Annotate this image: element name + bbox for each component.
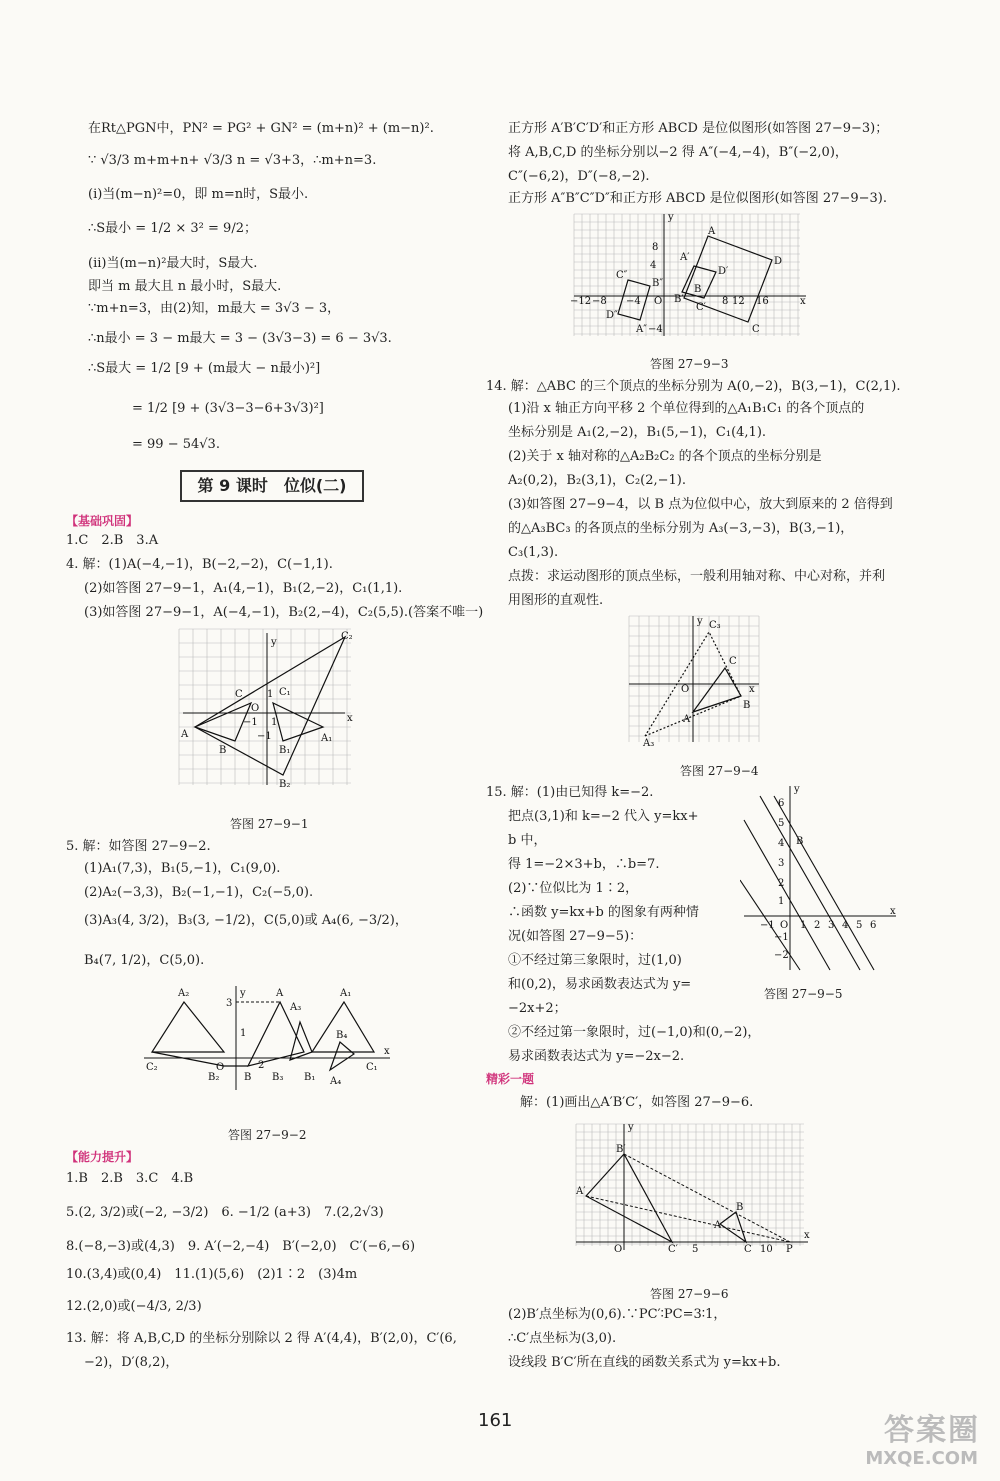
svg-text:B₃: B₃: [272, 1072, 284, 1083]
text-line: 用图形的直观性.: [508, 593, 604, 608]
text-line: 易求函数表达式为 y=−2x−2.: [508, 1049, 685, 1064]
svg-text:D′: D′: [718, 266, 729, 277]
text-line: 8.(−8,−3)或(4,3) 9. A′(−2,−4) B′(−2,0) C′(−6,−6): [66, 1239, 416, 1254]
text-line: (2)B′点坐标为(0,6).∵PC′∶PC=3∶1，: [508, 1307, 727, 1322]
text-line: (3)A₃(4, 3/2)，B₃(3, −1/2)，C(5,0)或 A₄(6, −3/2)，: [84, 913, 408, 928]
svg-text:C: C: [235, 689, 243, 700]
text-line: 5.(2, 3/2)或(−2, −3/2) 6. −1/2 (a+3) 7.(2,2√3): [66, 1205, 384, 1220]
svg-text:−1: −1: [257, 731, 272, 742]
section-label-advanced: 【能力提升】: [66, 1150, 139, 1164]
text-line: ②不经过第一象限时，过(−1,0)和(0,−2)，: [508, 1025, 761, 1040]
text-line: = 1/2 [9 + (3√3−3−6+3√3)²]: [132, 401, 324, 416]
svg-text:C: C: [729, 656, 737, 667]
text-line: 得 1=−2×3+b，∴b=7.: [508, 857, 660, 872]
svg-text:x: x: [890, 906, 896, 917]
svg-text:O: O: [681, 684, 690, 695]
svg-text:−4: −4: [648, 324, 663, 335]
figure-caption: 答图 27−9−6: [650, 1287, 729, 1301]
figure-27-9-3: [570, 210, 810, 340]
svg-text:C₂: C₂: [146, 1062, 158, 1073]
figure-caption: 答图 27−9−1: [230, 817, 309, 831]
svg-text:−2: −2: [774, 950, 789, 961]
text-line: (3)如答图 27−9−1，A(−4,−1)，B₂(2,−4)，C₂(5,5).(答案不唯一): [84, 605, 484, 620]
svg-text:y: y: [240, 988, 246, 999]
text-line: ∴n最小 = 3 − m最大 = 3 − (3√3−3) = 6 − 3√3.: [88, 331, 392, 346]
text-line: 1.B 2.B 3.C 4.B: [66, 1171, 194, 1186]
svg-text:C: C: [744, 1244, 752, 1255]
svg-text:B′: B′: [616, 1144, 626, 1155]
watermark-url: MXQE.COM: [865, 1448, 978, 1469]
svg-text:1: 1: [240, 1028, 247, 1039]
figure-caption: 答图 27−9−5: [764, 987, 843, 1001]
svg-text:A₃: A₃: [643, 738, 655, 747]
text-line: 将 A,B,C,D 的坐标分别以−2 得 A″(−4,−4)，B″(−2,0)，: [508, 145, 848, 160]
svg-text:8: 8: [722, 296, 729, 307]
svg-text:B: B: [219, 745, 227, 756]
figure-27-9-1: [175, 625, 365, 795]
text-line: 即当 m 最大且 n 最小时，S最大.: [88, 279, 282, 294]
text-line: 和(0,2)，易求函数表达式为 y=: [508, 977, 692, 992]
svg-text:A₄: A₄: [330, 1076, 342, 1087]
text-line: 10.(3,4)或(0,4) 11.(1)(5,6) (2)1∶2 (3)4m: [66, 1267, 358, 1282]
text-line: −2)，D′(8,2)，: [84, 1355, 179, 1370]
svg-text:8: 8: [652, 242, 659, 253]
svg-text:5: 5: [856, 920, 863, 931]
svg-text:6: 6: [870, 920, 877, 931]
svg-text:−12: −12: [570, 296, 592, 307]
svg-text:−4: −4: [626, 296, 641, 307]
svg-text:D: D: [774, 256, 783, 267]
svg-text:6: 6: [778, 798, 785, 809]
text-line: (1)A₁(7,3)，B₁(5,−1)，C₁(9,0).: [84, 861, 281, 876]
svg-text:1: 1: [271, 717, 278, 728]
text-line: ∴S最大 = 1/2 [9 + (m最大 − n最小)²]: [88, 361, 321, 376]
svg-text:3: 3: [778, 858, 785, 869]
text-line: 4. 解：(1)A(−4,−1)，B(−2,−2)，C(−1,1).: [66, 557, 333, 572]
svg-text:y: y: [271, 637, 277, 648]
text-line: (2)关于 x 轴对称的△A₂B₂C₂ 的各个顶点的坐标分别是: [508, 449, 822, 464]
svg-text:O: O: [251, 703, 260, 714]
svg-text:B″: B″: [652, 278, 664, 289]
figure-caption: 答图 27−9−4: [680, 764, 759, 778]
svg-text:A₁: A₁: [321, 733, 333, 744]
svg-text:−8: −8: [592, 296, 607, 307]
svg-text:4: 4: [778, 838, 785, 849]
svg-text:A″: A″: [636, 324, 647, 335]
text-line: 的△A₃BC₃ 的各顶点的坐标分别为 A₃(−3,−3)，B(3,−1)，: [508, 521, 854, 536]
svg-text:B₁: B₁: [279, 745, 291, 756]
svg-text:A′: A′: [680, 252, 690, 263]
text-line: b 中，: [508, 833, 547, 848]
svg-text:A₃: A₃: [290, 1002, 302, 1013]
text-line: ∴C′点坐标为(3,0).: [508, 1331, 617, 1346]
svg-text:B: B: [736, 1202, 744, 1213]
figure-caption: 答图 27−9−3: [650, 357, 729, 371]
text-line: (ⅱ)当(m−n)²最大时，S最大.: [88, 256, 258, 271]
svg-text:y: y: [668, 212, 674, 223]
text-line: C″(−6,2)，D″(−8,−2).: [508, 169, 650, 184]
text-line: ∴函数 y=kx+b 的图象有两种情: [508, 905, 699, 920]
text-line: (1)沿 x 轴正方向平移 2 个单位得到的△A₁B₁C₁ 的各个顶点的: [508, 401, 865, 416]
text-line: 1.C 2.B 3.A: [66, 533, 159, 548]
svg-text:A: A: [181, 729, 189, 740]
svg-text:A: A: [714, 1220, 722, 1231]
text-line: (2)A₂(−3,3)，B₂(−1,−1)，C₂(−5,0).: [84, 885, 314, 900]
text-line: (2)∵位似比为 1∶2，: [508, 881, 639, 896]
figure-27-9-4: [625, 612, 765, 747]
text-line: 14. 解：△ABC 的三个顶点的坐标分别为 A(0,−2)，B(3,−1)，C(2,1).: [486, 379, 901, 394]
text-line: 12.(2,0)或(−4/3, 2/3): [66, 1299, 202, 1314]
svg-text:B₂: B₂: [279, 779, 291, 790]
text-line: 况(如答图 27−9−5)：: [508, 929, 643, 944]
svg-text:−1: −1: [774, 932, 789, 943]
svg-text:y: y: [794, 784, 800, 795]
text-line: ①不经过第三象限时，过(1,0): [508, 953, 682, 968]
svg-text:1: 1: [267, 689, 274, 700]
watermark-logo: 答案圈: [884, 1413, 980, 1448]
text-line: 15. 解：(1)由已知得 k=−2.: [486, 785, 654, 800]
text-line: A₂(0,2)，B₂(3,1)，C₂(2,−1).: [508, 473, 687, 488]
svg-text:B′: B′: [674, 294, 684, 305]
text-line: 在Rt△PGN中，PN² = PG² + GN² = (m+n)² + (m−n)².: [88, 121, 434, 136]
svg-text:1: 1: [800, 920, 807, 931]
svg-text:5: 5: [778, 818, 785, 829]
svg-text:10: 10: [760, 1244, 773, 1255]
svg-text:O: O: [654, 296, 663, 307]
svg-text:C₁: C₁: [279, 687, 291, 698]
svg-text:O: O: [216, 1062, 225, 1073]
page-number: 161: [478, 1410, 513, 1431]
text-line: 设线段 B′C′所在直线的函数关系式为 y=kx+b.: [508, 1355, 781, 1370]
svg-text:B₁: B₁: [304, 1072, 316, 1083]
text-line: (3)如答图 27−9−4，以 B 点为位似中心，放大到原来的 2 倍得到: [508, 497, 893, 512]
svg-text:O: O: [780, 920, 789, 931]
svg-text:C: C: [752, 324, 760, 335]
svg-text:B: B: [244, 1072, 252, 1083]
svg-text:C₂: C₂: [341, 631, 353, 642]
svg-text:B₄: B₄: [336, 1030, 348, 1041]
text-line: 13. 解：将 A,B,C,D 的坐标分别除以 2 得 A′(4,4)，B′(2,0)，C′(6,: [66, 1331, 457, 1346]
text-line: 正方形 A′B′C′D′和正方形 ABCD 是位似图形(如答图 27−9−3)；: [508, 121, 889, 136]
text-line: (ⅰ)当(m−n)²=0，即 m=n时，S最小.: [88, 187, 309, 202]
svg-text:C′: C′: [668, 1244, 678, 1255]
section-label-basic: 【基础巩固】: [66, 514, 139, 528]
svg-text:A₂: A₂: [178, 988, 190, 999]
svg-text:P: P: [786, 1244, 793, 1255]
svg-text:y: y: [697, 616, 703, 627]
svg-text:2: 2: [814, 920, 821, 931]
text-line: 正方形 A″B″C″D″和正方形 ABCD 是位似图形(如答图 27−9−3).: [508, 191, 887, 206]
text-line: 把点(3,1)和 k=−2 代入 y=kx+: [508, 809, 699, 824]
svg-text:1: 1: [778, 896, 785, 907]
figure-27-9-2: [140, 980, 400, 1095]
text-line: 坐标分别是 A₁(2,−2)，B₁(5,−1)，C₁(4,1).: [508, 425, 767, 440]
svg-text:B: B: [796, 836, 804, 847]
svg-text:y: y: [628, 1122, 634, 1133]
svg-text:A: A: [708, 226, 716, 237]
svg-text:A′: A′: [576, 1186, 586, 1197]
figure-27-9-6: [572, 1120, 812, 1255]
svg-text:2: 2: [258, 1060, 265, 1071]
svg-text:B₂: B₂: [208, 1072, 220, 1083]
section-label-highlight: 精彩一题: [486, 1072, 535, 1086]
text-line: C₃(1,3).: [508, 545, 559, 560]
svg-text:C₃: C₃: [709, 620, 721, 631]
svg-text:2: 2: [778, 878, 785, 889]
text-line: B₄(7, 1/2)，C(5,0).: [84, 953, 205, 968]
svg-text:A: A: [683, 714, 691, 725]
svg-text:4: 4: [650, 260, 657, 271]
svg-text:B: B: [694, 284, 702, 295]
text-line: 解：(1)画出△A′B′C′，如答图 27−9−6.: [520, 1095, 754, 1110]
svg-text:x: x: [749, 684, 755, 695]
text-line: ∴S最小 = 1/2 × 3² = 9/2；: [88, 221, 257, 236]
text-line: 点拨：求运动图形的顶点坐标，一般利用轴对称、中心对称，并利: [508, 569, 886, 584]
svg-text:C′: C′: [696, 302, 706, 313]
text-line: ∵ √3/3 m+m+n+ √3/3 n = √3+3，∴m+n=3.: [88, 153, 377, 168]
lesson-heading: 第 9 课时 位似(二): [180, 470, 364, 502]
svg-text:3: 3: [226, 998, 233, 1009]
svg-text:C₁: C₁: [366, 1062, 378, 1073]
svg-text:−1: −1: [243, 717, 258, 728]
text-line: (2)如答图 27−9−1，A₁(4,−1)，B₁(2,−2)，C₁(1,1).: [84, 581, 403, 596]
svg-text:−1: −1: [760, 920, 775, 931]
svg-text:12: 12: [732, 296, 745, 307]
svg-text:A: A: [276, 988, 284, 999]
text-line: 5. 解：如答图 27−9−2.: [66, 839, 211, 854]
svg-text:B: B: [743, 700, 751, 711]
svg-text:C″: C″: [616, 270, 628, 281]
svg-text:x: x: [347, 713, 353, 724]
svg-text:D″: D″: [606, 310, 618, 321]
svg-text:5: 5: [692, 1244, 699, 1255]
figure-27-9-5: [740, 780, 900, 975]
text-line: −2x+2；: [508, 1001, 567, 1016]
svg-text:A₁: A₁: [340, 988, 352, 999]
text-line: ∵m+n=3，由(2)知，m最大 = 3√3 − 3，: [88, 301, 341, 316]
text-line: = 99 − 54√3.: [132, 437, 220, 452]
svg-text:O: O: [614, 1244, 623, 1255]
svg-text:x: x: [384, 1046, 390, 1057]
svg-text:4: 4: [842, 920, 849, 931]
figure-caption: 答图 27−9−2: [228, 1128, 307, 1142]
svg-text:16: 16: [756, 296, 769, 307]
svg-text:x: x: [800, 296, 806, 307]
svg-text:x: x: [804, 1230, 810, 1241]
svg-text:3: 3: [828, 920, 835, 931]
